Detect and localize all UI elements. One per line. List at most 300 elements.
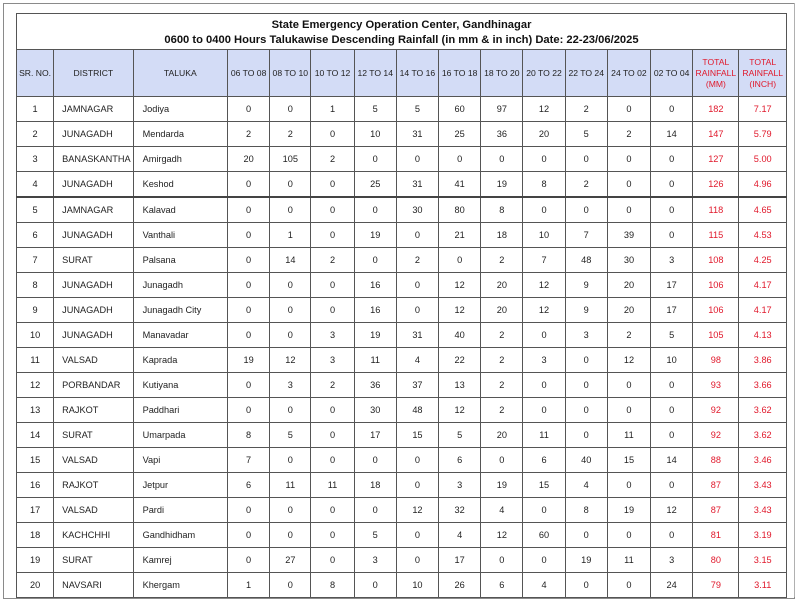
rainfall-cell: 11: [270, 473, 311, 498]
column-header: 24 TO 02: [607, 50, 650, 97]
rainfall-cell: 20: [481, 423, 523, 448]
rainfall-cell: 20: [523, 122, 565, 147]
rainfall-cell: 20: [481, 298, 523, 323]
taluka-cell: Mendarda: [133, 122, 227, 147]
rainfall-cell: 0: [228, 172, 270, 198]
rainfall-cell: 0: [311, 273, 354, 298]
total-inch-cell: 3.46: [739, 448, 787, 473]
total-inch-cell: 3.66: [739, 373, 787, 398]
rainfall-cell: 0: [354, 147, 396, 172]
total-mm-cell: 106: [693, 298, 739, 323]
taluka-cell: Keshod: [133, 172, 227, 198]
rainfall-cell: 0: [228, 548, 270, 573]
rainfall-cell: 0: [565, 147, 607, 172]
rainfall-cell: 7: [523, 248, 565, 273]
rainfall-cell: 8: [565, 498, 607, 523]
rainfall-cell: 0: [523, 323, 565, 348]
taluka-cell: Jetpur: [133, 473, 227, 498]
rainfall-cell: 8: [481, 197, 523, 223]
total-inch-cell: 4.13: [739, 323, 787, 348]
rainfall-cell: 2: [565, 97, 607, 122]
rainfall-cell: 2: [481, 248, 523, 273]
rainfall-cell: 0: [311, 298, 354, 323]
rainfall-cell: 2: [311, 248, 354, 273]
rainfall-cell: 19: [481, 473, 523, 498]
rainfall-cell: 0: [396, 298, 438, 323]
rainfall-cell: 25: [439, 122, 481, 147]
rainfall-cell: 1: [228, 573, 270, 598]
rainfall-cell: 3: [565, 323, 607, 348]
rainfall-cell: 0: [607, 373, 650, 398]
rainfall-cell: 0: [651, 523, 693, 548]
district-cell: JUNAGADH: [54, 298, 133, 323]
total-inch-cell: 3.62: [739, 423, 787, 448]
rainfall-cell: 0: [311, 398, 354, 423]
column-header: 02 TO 04: [651, 50, 693, 97]
rainfall-cell: 7: [565, 223, 607, 248]
column-header: 10 TO 12: [311, 50, 354, 97]
rainfall-cell: 3: [270, 373, 311, 398]
rainfall-cell: 0: [565, 573, 607, 598]
rainfall-cell: 15: [396, 423, 438, 448]
district-cell: JUNAGADH: [54, 122, 133, 147]
rainfall-cell: 0: [228, 273, 270, 298]
title-line-2: 0600 to 0400 Hours Talukawise Descending Rainfall (in mm & in inch) Date: 22-23/06/2025: [164, 33, 639, 46]
total-mm-cell: 79: [693, 573, 739, 598]
district-cell: VALSAD: [54, 498, 133, 523]
sr-no-cell: 9: [17, 298, 54, 323]
rainfall-cell: 10: [651, 348, 693, 373]
rainfall-cell: 2: [481, 323, 523, 348]
sr-no-cell: 18: [17, 523, 54, 548]
rainfall-cell: 0: [270, 523, 311, 548]
sr-no-cell: 15: [17, 448, 54, 473]
rainfall-cell: 3: [651, 548, 693, 573]
rainfall-cell: 7: [228, 448, 270, 473]
rainfall-cell: 30: [354, 398, 396, 423]
total-inch-cell: 3.11: [739, 573, 787, 598]
district-cell: JAMNAGAR: [54, 197, 133, 223]
total-inch-cell: 3.19: [739, 523, 787, 548]
rainfall-cell: 0: [354, 197, 396, 223]
total-mm-cell: 108: [693, 248, 739, 273]
rainfall-cell: 11: [607, 548, 650, 573]
district-cell: PORBANDAR: [54, 373, 133, 398]
rainfall-cell: 60: [523, 523, 565, 548]
sr-no-cell: 3: [17, 147, 54, 172]
table-row: [17, 548, 787, 573]
total-mm-cell: 127: [693, 147, 739, 172]
sr-no-cell: 16: [17, 473, 54, 498]
taluka-cell: Vanthali: [133, 223, 227, 248]
rainfall-cell: 11: [354, 348, 396, 373]
rainfall-cell: 0: [354, 498, 396, 523]
table-row: [17, 323, 787, 348]
rainfall-cell: 8: [228, 423, 270, 448]
taluka-cell: Paddhari: [133, 398, 227, 423]
column-header: TOTAL RAINFALL (MM): [693, 50, 739, 97]
rainfall-cell: 0: [523, 498, 565, 523]
rainfall-cell: 12: [607, 348, 650, 373]
rainfall-cell: 22: [439, 348, 481, 373]
rainfall-cell: 0: [607, 398, 650, 423]
rainfall-cell: 8: [523, 172, 565, 198]
rainfall-cell: 12: [439, 398, 481, 423]
taluka-cell: Gandhidham: [133, 523, 227, 548]
column-header: 18 TO 20: [481, 50, 523, 97]
rainfall-cell: 0: [481, 448, 523, 473]
sr-no-cell: 13: [17, 398, 54, 423]
rainfall-cell: 97: [481, 97, 523, 122]
rainfall-cell: 20: [228, 147, 270, 172]
total-mm-cell: 88: [693, 448, 739, 473]
column-header: TOTAL RAINFALL (INCH): [739, 50, 787, 97]
total-inch-cell: 7.17: [739, 97, 787, 122]
rainfall-cell: 11: [607, 423, 650, 448]
table-row: [17, 172, 787, 198]
taluka-cell: Manavadar: [133, 323, 227, 348]
rainfall-cell: 12: [439, 273, 481, 298]
rainfall-cell: 0: [607, 97, 650, 122]
taluka-cell: Junagadh City: [133, 298, 227, 323]
rainfall-cell: 41: [439, 172, 481, 198]
sr-no-cell: 1: [17, 97, 54, 122]
rainfall-cell: 31: [396, 323, 438, 348]
rainfall-cell: 2: [311, 147, 354, 172]
rainfall-cell: 9: [565, 273, 607, 298]
taluka-cell: Umarpada: [133, 423, 227, 448]
rainfall-cell: 39: [607, 223, 650, 248]
rainfall-cell: 48: [396, 398, 438, 423]
column-header: 06 TO 08: [228, 50, 270, 97]
rainfall-cell: 17: [651, 273, 693, 298]
taluka-cell: Jodiya: [133, 97, 227, 122]
taluka-cell: Pardi: [133, 498, 227, 523]
rainfall-cell: 48: [565, 248, 607, 273]
rainfall-cell: 0: [228, 223, 270, 248]
rainfall-cell: 10: [396, 573, 438, 598]
rainfall-cell: 0: [565, 398, 607, 423]
rainfall-cell: 0: [311, 172, 354, 198]
total-inch-cell: 3.62: [739, 398, 787, 423]
total-mm-cell: 126: [693, 172, 739, 198]
rainfall-cell: 6: [228, 473, 270, 498]
rainfall-cell: 0: [607, 523, 650, 548]
rainfall-cell: 0: [270, 197, 311, 223]
rainfall-cell: 0: [270, 273, 311, 298]
table-row: [17, 498, 787, 523]
rainfall-cell: 31: [396, 172, 438, 198]
total-mm-cell: 87: [693, 473, 739, 498]
table-row: [17, 197, 787, 223]
rainfall-cell: 12: [396, 498, 438, 523]
rainfall-cell: 12: [523, 298, 565, 323]
sr-no-cell: 2: [17, 122, 54, 147]
table-row: [17, 248, 787, 273]
rainfall-cell: 0: [311, 122, 354, 147]
total-inch-cell: 5.00: [739, 147, 787, 172]
rainfall-cell: 0: [396, 223, 438, 248]
rainfall-cell: 36: [354, 373, 396, 398]
rainfall-cell: 0: [651, 473, 693, 498]
total-mm-cell: 80: [693, 548, 739, 573]
taluka-cell: Vapi: [133, 448, 227, 473]
rainfall-cell: 40: [439, 323, 481, 348]
rainfall-cell: 0: [396, 473, 438, 498]
rainfall-cell: 19: [354, 323, 396, 348]
table-row: [17, 147, 787, 172]
total-mm-cell: 115: [693, 223, 739, 248]
rainfall-cell: 0: [607, 573, 650, 598]
rainfall-cell: 0: [523, 147, 565, 172]
rainfall-cell: 0: [396, 448, 438, 473]
rainfall-cell: 0: [354, 248, 396, 273]
rainfall-cell: 4: [565, 473, 607, 498]
table-row: [17, 122, 787, 147]
total-inch-cell: 3.43: [739, 498, 787, 523]
rainfall-cell: 20: [607, 273, 650, 298]
rainfall-cell: 19: [565, 548, 607, 573]
table-row: [17, 523, 787, 548]
rainfall-cell: 4: [481, 498, 523, 523]
rainfall-cell: 0: [228, 398, 270, 423]
rainfall-cell: 2: [396, 248, 438, 273]
total-inch-cell: 4.17: [739, 298, 787, 323]
rainfall-cell: 15: [523, 473, 565, 498]
header-row: [17, 50, 787, 97]
total-inch-cell: 4.25: [739, 248, 787, 273]
report-title: [17, 14, 787, 50]
rainfall-cell: 6: [439, 448, 481, 473]
total-inch-cell: 3.86: [739, 348, 787, 373]
rainfall-cell: 13: [439, 373, 481, 398]
rainfall-cell: 0: [270, 573, 311, 598]
district-cell: JUNAGADH: [54, 172, 133, 198]
column-header: 20 TO 22: [523, 50, 565, 97]
total-mm-cell: 98: [693, 348, 739, 373]
rainfall-cell: 14: [651, 448, 693, 473]
rainfall-cell: 3: [439, 473, 481, 498]
column-header: SR. NO.: [17, 50, 54, 97]
column-header: 12 TO 14: [354, 50, 396, 97]
rainfall-cell: 0: [565, 523, 607, 548]
rainfall-cell: 0: [523, 197, 565, 223]
rainfall-cell: 0: [228, 248, 270, 273]
table-row: [17, 573, 787, 598]
rainfall-cell: 0: [651, 97, 693, 122]
district-cell: KACHCHHI: [54, 523, 133, 548]
rainfall-cell: 5: [270, 423, 311, 448]
taluka-cell: Amirgadh: [133, 147, 227, 172]
rainfall-cell: 2: [228, 122, 270, 147]
sr-no-cell: 11: [17, 348, 54, 373]
rainfall-cell: 0: [651, 423, 693, 448]
rainfall-cell: 0: [228, 373, 270, 398]
rainfall-cell: 18: [354, 473, 396, 498]
rainfall-cell: 3: [311, 323, 354, 348]
frame-edge: [794, 3, 795, 597]
rainfall-cell: 0: [565, 348, 607, 373]
rainfall-cell: 32: [439, 498, 481, 523]
rainfall-cell: 19: [481, 172, 523, 198]
rainfall-cell: 60: [439, 97, 481, 122]
rainfall-cell: 0: [311, 498, 354, 523]
district-cell: SURAT: [54, 248, 133, 273]
rainfall-cell: 0: [523, 548, 565, 573]
rainfall-cell: 14: [651, 122, 693, 147]
rainfall-cell: 2: [481, 373, 523, 398]
table-body: [17, 97, 787, 598]
rainfall-cell: 12: [651, 498, 693, 523]
total-mm-cell: 92: [693, 423, 739, 448]
district-cell: JAMNAGAR: [54, 97, 133, 122]
sr-no-cell: 17: [17, 498, 54, 523]
sr-no-cell: 5: [17, 197, 54, 223]
rainfall-cell: 0: [228, 498, 270, 523]
rainfall-cell: 16: [354, 298, 396, 323]
rainfall-cell: 0: [523, 373, 565, 398]
rainfall-cell: 25: [354, 172, 396, 198]
rainfall-cell: 30: [607, 248, 650, 273]
rainfall-cell: 1: [270, 223, 311, 248]
rainfall-cell: 6: [523, 448, 565, 473]
table-row: [17, 348, 787, 373]
rainfall-cell: 0: [523, 398, 565, 423]
district-cell: SURAT: [54, 548, 133, 573]
column-header: 16 TO 18: [439, 50, 481, 97]
rainfall-cell: 20: [481, 273, 523, 298]
rainfall-cell: 0: [439, 248, 481, 273]
table-row: [17, 373, 787, 398]
rainfall-cell: 4: [523, 573, 565, 598]
rainfall-cell: 0: [311, 448, 354, 473]
rainfall-cell: 4: [396, 348, 438, 373]
rainfall-cell: 0: [270, 448, 311, 473]
rainfall-cell: 0: [396, 147, 438, 172]
rainfall-cell: 2: [607, 323, 650, 348]
rainfall-cell: 10: [523, 223, 565, 248]
taluka-cell: Kamrej: [133, 548, 227, 573]
rainfall-cell: 4: [439, 523, 481, 548]
rainfall-cell: 0: [481, 548, 523, 573]
total-mm-cell: 92: [693, 398, 739, 423]
rainfall-cell: 0: [651, 373, 693, 398]
sr-no-cell: 19: [17, 548, 54, 573]
rainfall-cell: 0: [651, 223, 693, 248]
rainfall-cell: 0: [311, 548, 354, 573]
table-row: [17, 298, 787, 323]
rainfall-cell: 80: [439, 197, 481, 223]
taluka-cell: Junagadh: [133, 273, 227, 298]
rainfall-cell: 24: [651, 573, 693, 598]
column-header: 14 TO 16: [396, 50, 438, 97]
taluka-cell: Palsana: [133, 248, 227, 273]
total-mm-cell: 118: [693, 197, 739, 223]
table-row: [17, 448, 787, 473]
rainfall-cell: 17: [354, 423, 396, 448]
table-row: [17, 473, 787, 498]
district-cell: JUNAGADH: [54, 223, 133, 248]
rainfall-cell: 0: [607, 473, 650, 498]
rainfall-cell: 17: [651, 298, 693, 323]
table-row: [17, 398, 787, 423]
rainfall-cell: 2: [565, 172, 607, 198]
district-cell: JUNAGADH: [54, 323, 133, 348]
sr-no-cell: 4: [17, 172, 54, 198]
rainfall-cell: 37: [396, 373, 438, 398]
rainfall-cell: 2: [270, 122, 311, 147]
rainfall-cell: 3: [651, 248, 693, 273]
district-cell: NAVSARI: [54, 573, 133, 598]
rainfall-cell: 21: [439, 223, 481, 248]
rainfall-cell: 0: [228, 197, 270, 223]
rainfall-cell: 0: [439, 147, 481, 172]
rainfall-cell: 0: [565, 423, 607, 448]
rainfall-cell: 105: [270, 147, 311, 172]
total-inch-cell: 4.53: [739, 223, 787, 248]
total-inch-cell: 5.79: [739, 122, 787, 147]
rainfall-cell: 36: [481, 122, 523, 147]
rainfall-cell: 0: [651, 147, 693, 172]
rainfall-cell: 5: [354, 523, 396, 548]
taluka-cell: Kutiyana: [133, 373, 227, 398]
total-mm-cell: 105: [693, 323, 739, 348]
rainfall-cell: 0: [228, 323, 270, 348]
column-header: 22 TO 24: [565, 50, 607, 97]
rainfall-cell: 11: [311, 473, 354, 498]
title-line-1: State Emergency Operation Center, Gandhinagar: [271, 18, 532, 31]
total-inch-cell: 3.15: [739, 548, 787, 573]
total-inch-cell: 4.96: [739, 172, 787, 198]
rainfall-cell: 5: [565, 122, 607, 147]
rainfall-cell: 19: [354, 223, 396, 248]
rainfall-cell: 0: [607, 147, 650, 172]
sr-no-cell: 6: [17, 223, 54, 248]
total-mm-cell: 81: [693, 523, 739, 548]
rainfall-cell: 27: [270, 548, 311, 573]
total-mm-cell: 93: [693, 373, 739, 398]
rainfall-cell: 18: [481, 223, 523, 248]
rainfall-cell: 0: [311, 197, 354, 223]
rainfall-cell: 0: [228, 298, 270, 323]
sr-no-cell: 20: [17, 573, 54, 598]
rainfall-cell: 12: [270, 348, 311, 373]
taluka-cell: Kalavad: [133, 197, 227, 223]
rainfall-cell: 19: [607, 498, 650, 523]
rainfall-cell: 3: [311, 348, 354, 373]
rainfall-cell: 30: [396, 197, 438, 223]
district-cell: VALSAD: [54, 448, 133, 473]
rainfall-cell: 0: [565, 373, 607, 398]
total-mm-cell: 182: [693, 97, 739, 122]
rainfall-cell: 5: [651, 323, 693, 348]
rainfall-cell: 0: [607, 172, 650, 198]
sr-no-cell: 12: [17, 373, 54, 398]
rainfall-cell: 0: [481, 147, 523, 172]
district-cell: BANASKANTHA: [54, 147, 133, 172]
rainfall-cell: 6: [481, 573, 523, 598]
rainfall-cell: 3: [523, 348, 565, 373]
rainfall-table: [16, 13, 787, 598]
rainfall-cell: 9: [565, 298, 607, 323]
rainfall-cell: 12: [439, 298, 481, 323]
rainfall-cell: 5: [354, 97, 396, 122]
rainfall-cell: 19: [228, 348, 270, 373]
rainfall-cell: 0: [651, 197, 693, 223]
rainfall-cell: 0: [228, 523, 270, 548]
rainfall-cell: 0: [270, 97, 311, 122]
rainfall-cell: 0: [270, 298, 311, 323]
